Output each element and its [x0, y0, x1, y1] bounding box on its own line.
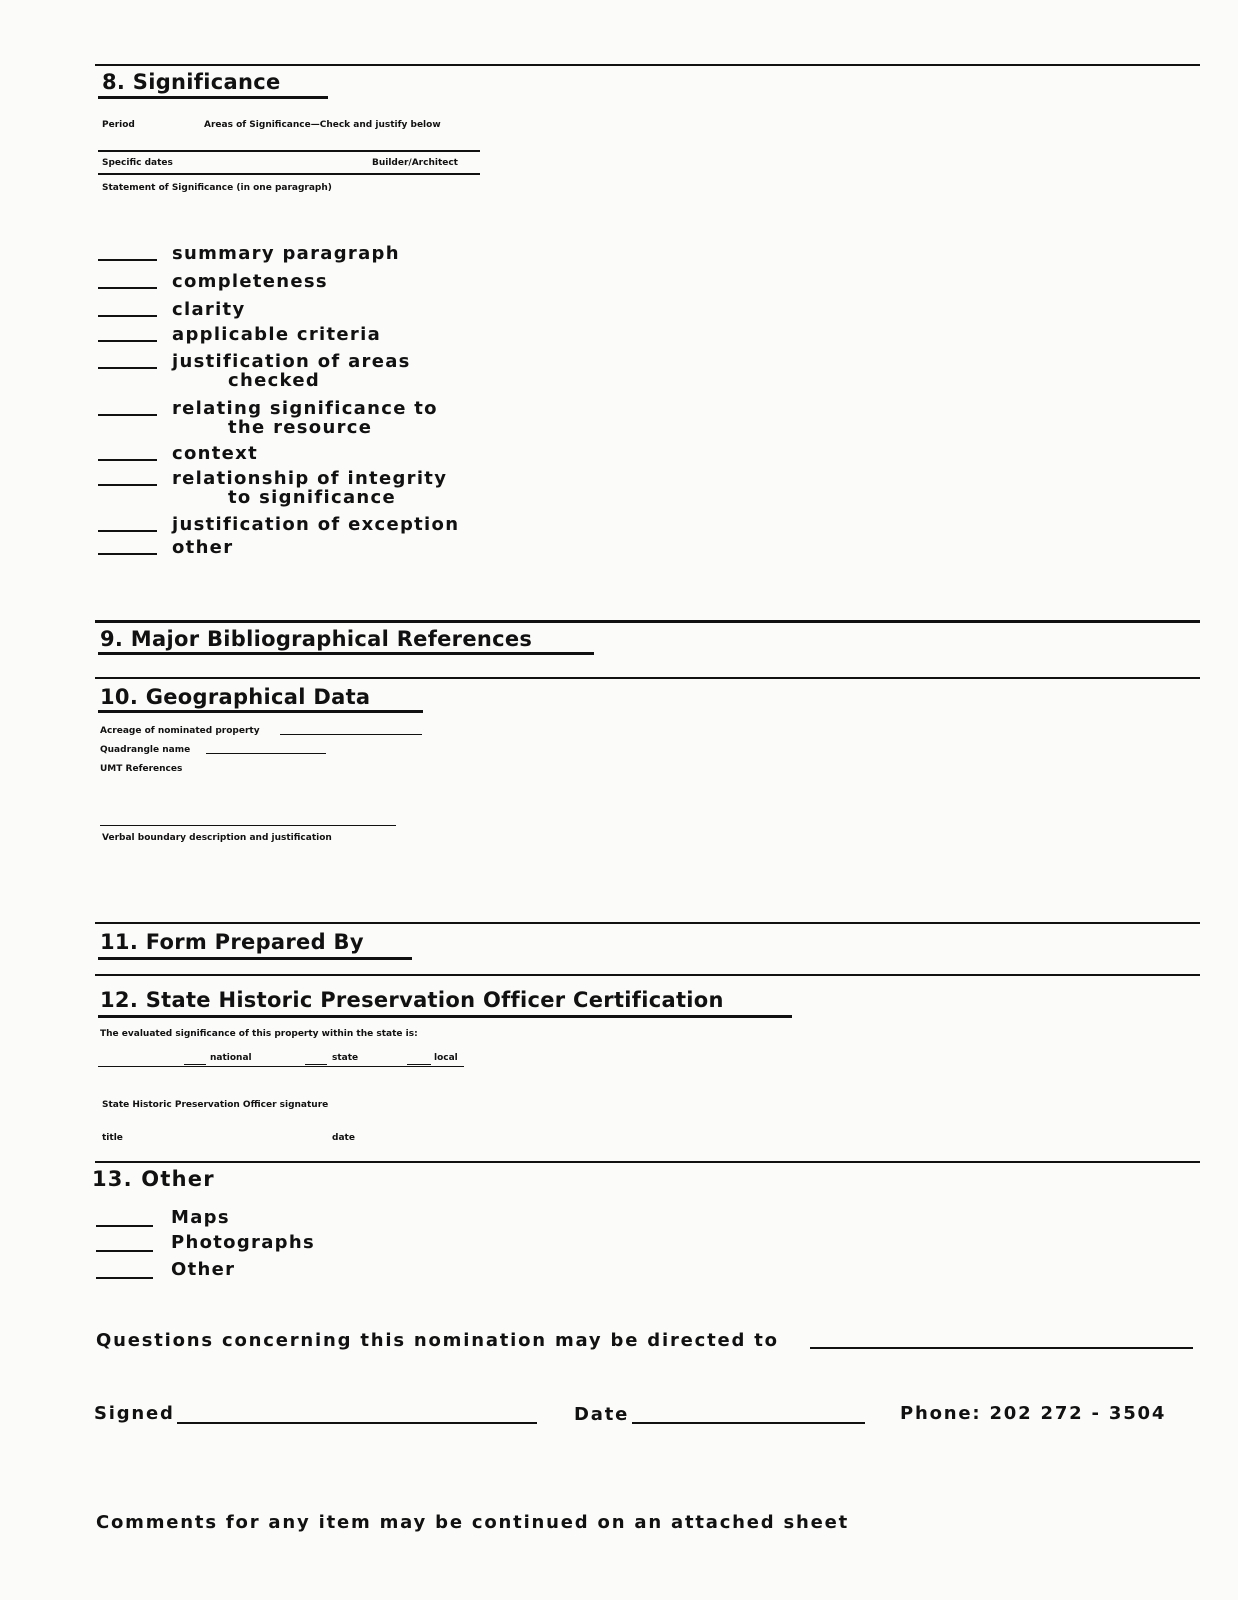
- utm-field[interactable]: [100, 825, 396, 826]
- statement-label: Statement of Significance (in one paragraph): [102, 183, 332, 193]
- section-8-underline: [98, 96, 328, 99]
- section-12-underline: [98, 1015, 792, 1018]
- checkbox-blank[interactable]: [98, 484, 157, 486]
- section-9-underline: [98, 652, 594, 655]
- quadrangle-label: Quadrangle name: [100, 745, 191, 755]
- utm-label: UMT References: [100, 764, 183, 774]
- period-label: Period: [102, 120, 135, 130]
- checkbox-blank[interactable]: [98, 530, 157, 532]
- title-label: title: [102, 1133, 123, 1143]
- comments-note: Comments for any item may be continued on an attached sheet: [96, 1512, 850, 1533]
- checklist-item: justification of exception: [172, 514, 460, 535]
- local-label: local: [434, 1053, 458, 1063]
- maps-item: Maps: [171, 1207, 230, 1228]
- evaluated-significance-label: The evaluated significance of this property within the state is:: [100, 1029, 418, 1039]
- checkbox-blank[interactable]: [98, 367, 157, 369]
- checklist-item: completeness: [172, 271, 328, 292]
- phone-number: Phone: 202 272 - 3504: [900, 1403, 1167, 1424]
- national-label: national: [210, 1053, 252, 1063]
- photographs-blank[interactable]: [96, 1250, 153, 1252]
- date-footer-field[interactable]: [632, 1422, 865, 1424]
- certification-rule: [98, 1066, 464, 1067]
- checklist-item: summary paragraph: [172, 243, 400, 264]
- section-9-heading: 9. Major Bibliographical References: [100, 627, 533, 651]
- national-blank[interactable]: [184, 1064, 206, 1065]
- section-13-top-rule: [95, 1161, 1200, 1163]
- maps-blank[interactable]: [96, 1225, 153, 1227]
- checkbox-blank[interactable]: [98, 315, 157, 317]
- checkbox-blank[interactable]: [98, 553, 157, 555]
- section-11-top-rule: [95, 922, 1200, 924]
- section-8-heading: 8. Significance: [102, 70, 281, 94]
- checkbox-blank[interactable]: [98, 340, 157, 342]
- acreage-field[interactable]: [280, 734, 422, 735]
- shpo-signature-label: State Historic Preservation Officer signature: [102, 1100, 329, 1110]
- section-12-heading: 12. State Historic Preservation Officer Certification: [100, 988, 724, 1012]
- section-11-heading: 11. Form Prepared By: [100, 930, 364, 954]
- checklist-item: applicable criteria: [172, 324, 382, 345]
- photographs-item: Photographs: [171, 1232, 315, 1253]
- checkbox-blank[interactable]: [98, 414, 157, 416]
- signed-field[interactable]: [177, 1422, 537, 1424]
- date-footer-label: Date: [574, 1404, 630, 1425]
- other-blank[interactable]: [96, 1277, 153, 1279]
- checklist-item: context: [172, 443, 258, 464]
- acreage-label: Acreage of nominated property: [100, 726, 260, 736]
- local-blank[interactable]: [407, 1064, 431, 1065]
- other-item: Other: [171, 1259, 236, 1280]
- section-12-top-rule: [95, 974, 1200, 976]
- checkbox-blank[interactable]: [98, 287, 157, 289]
- builder-label: Builder/Architect: [372, 158, 458, 168]
- checklist-item: relationship of integrity to significance: [172, 468, 448, 508]
- section-10-top-rule: [95, 677, 1200, 679]
- section-10-underline: [98, 710, 423, 713]
- specific-dates-label: Specific dates: [102, 158, 173, 168]
- quadrangle-field[interactable]: [206, 753, 326, 754]
- checklist-item: justification of areas checked: [172, 351, 411, 391]
- top-rule: [95, 64, 1200, 66]
- checkbox-blank[interactable]: [98, 459, 157, 461]
- questions-label: Questions concerning this nomination may be directed to: [96, 1330, 779, 1351]
- checklist-item: other: [172, 537, 234, 558]
- section-13-heading: 13. Other: [92, 1167, 215, 1191]
- areas-label: Areas of Significance—Check and justify below: [204, 120, 441, 130]
- state-label: state: [332, 1053, 359, 1063]
- verbal-boundary-label: Verbal boundary description and justification: [102, 833, 332, 843]
- checkbox-blank[interactable]: [98, 259, 157, 261]
- period-rule: [98, 150, 480, 152]
- signed-label: Signed: [94, 1403, 175, 1424]
- dates-rule: [98, 173, 480, 175]
- state-blank[interactable]: [305, 1064, 327, 1065]
- section-9-top-rule: [95, 620, 1200, 623]
- date-label: date: [332, 1133, 355, 1143]
- section-11-underline: [98, 957, 412, 960]
- section-10-heading: 10. Geographical Data: [100, 685, 371, 709]
- checklist-item: clarity: [172, 299, 246, 320]
- checklist-item: relating significance to the resource: [172, 398, 438, 438]
- directed-to-field[interactable]: [810, 1347, 1193, 1349]
